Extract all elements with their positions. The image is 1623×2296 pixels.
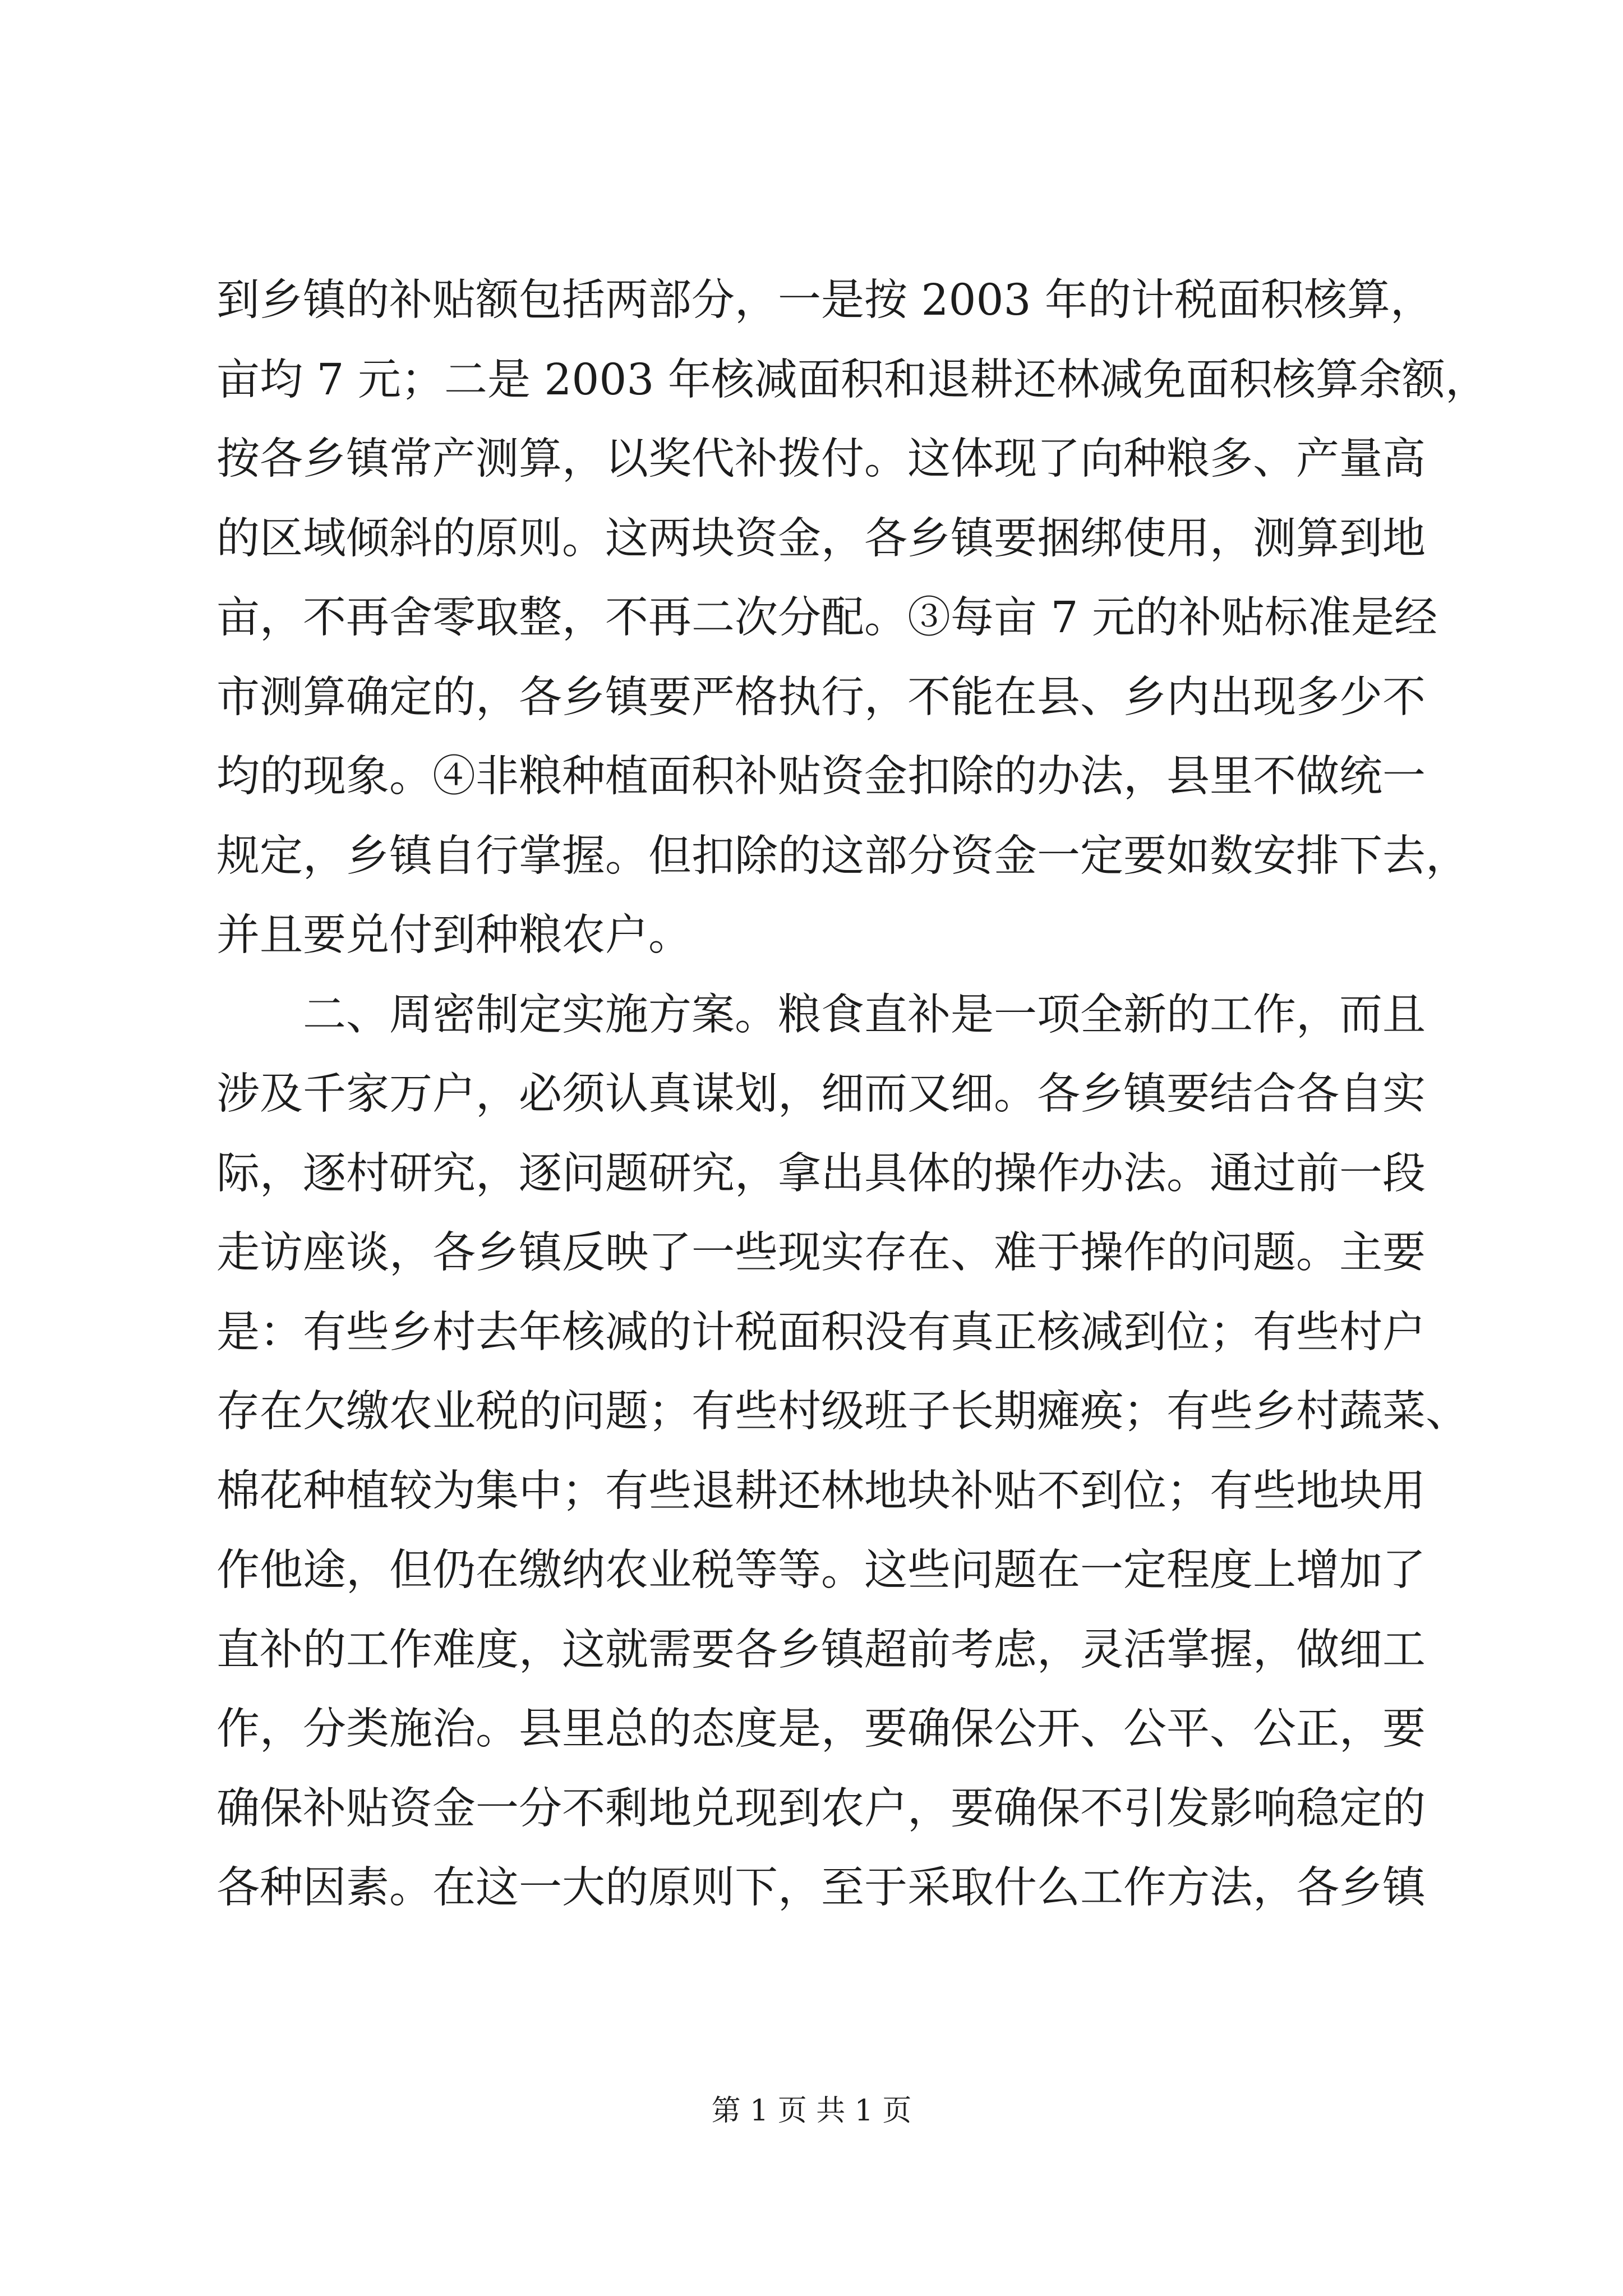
document-body: [216, 261, 1488, 1928]
text-line-21: 各种因素。在这一大的原则下，至于采取什么工作方法，各乡镇: [216, 1863, 1426, 1913]
text-line-20: 确保补贴资金一分不剩地兑现到农户，要确保不引发影响稳定的: [216, 1783, 1426, 1834]
text-line-7: 均的现象。④非粮种植面积补贴资金扣除的办法，县里不做统一: [216, 752, 1426, 802]
text-line-16: 棉花种植较为集中；有些退耕还林地块补贴不到位；有些地块用: [216, 1466, 1426, 1516]
text-line-4: 的区域倾斜的原则。这两块资金，各乡镇要捆绑使用，测算到地: [216, 513, 1426, 564]
text-line-1: 到乡镇的补贴额包括两部分，一是按 2003 年的计税面积核算，: [216, 275, 1433, 325]
page-footer: 第 1 页 共 1 页: [711, 2094, 912, 2128]
text-line-15: 存在欠缴农业税的问题；有些村级班子长期瘫痪；有些乡村蔬菜、: [216, 1387, 1469, 1437]
text-line-8: 规定，乡镇自行掌握。但扣除的这部分资金一定要如数安排下去，: [216, 831, 1469, 881]
text-line-11: 涉及千家万户，必须认真谋划，细而又细。各乡镇要结合各自实: [216, 1069, 1426, 1119]
text-line-5: 亩，不再舍零取整，不再二次分配。③每亩 7 元的补贴标准是经: [216, 593, 1437, 643]
text-line-14: 是：有些乡村去年核减的计税面积没有真正核减到位；有些村户: [216, 1307, 1426, 1358]
text-line-17: 作他途，但仍在缴纳农业税等等。这些问题在一定程度上增加了: [216, 1545, 1426, 1595]
text-line-2: 亩均 7 元；二是 2003 年核减面积和退耕还林减免面积核算余额，: [216, 355, 1488, 405]
text-line-19: 作，分类施治。县里总的态度是，要确保公开、公平、公正，要: [216, 1704, 1426, 1754]
text-line-13: 走访座谈，各乡镇反映了一些现实存在、难于操作的问题。主要: [216, 1228, 1426, 1278]
text-line-6: 市测算确定的，各乡镇要严格执行，不能在县、乡内出现多少不: [216, 672, 1426, 723]
text-line-9: 并且要兑付到种粮农户。: [216, 910, 691, 960]
text-line-18: 直补的工作难度，这就需要各乡镇超前考虑，灵活掌握，做细工: [216, 1625, 1426, 1675]
text-line-3: 按各乡镇常产测算，以奖代补拨付。这体现了向种粮多、产量高: [216, 434, 1426, 484]
text-line-10: 二、周密制定实施方案。粮食直补是一项全新的工作，而且: [303, 990, 1426, 1040]
text-line-12: 际，逐村研究，逐问题研究，拿出具体的操作办法。通过前一段: [216, 1148, 1426, 1199]
